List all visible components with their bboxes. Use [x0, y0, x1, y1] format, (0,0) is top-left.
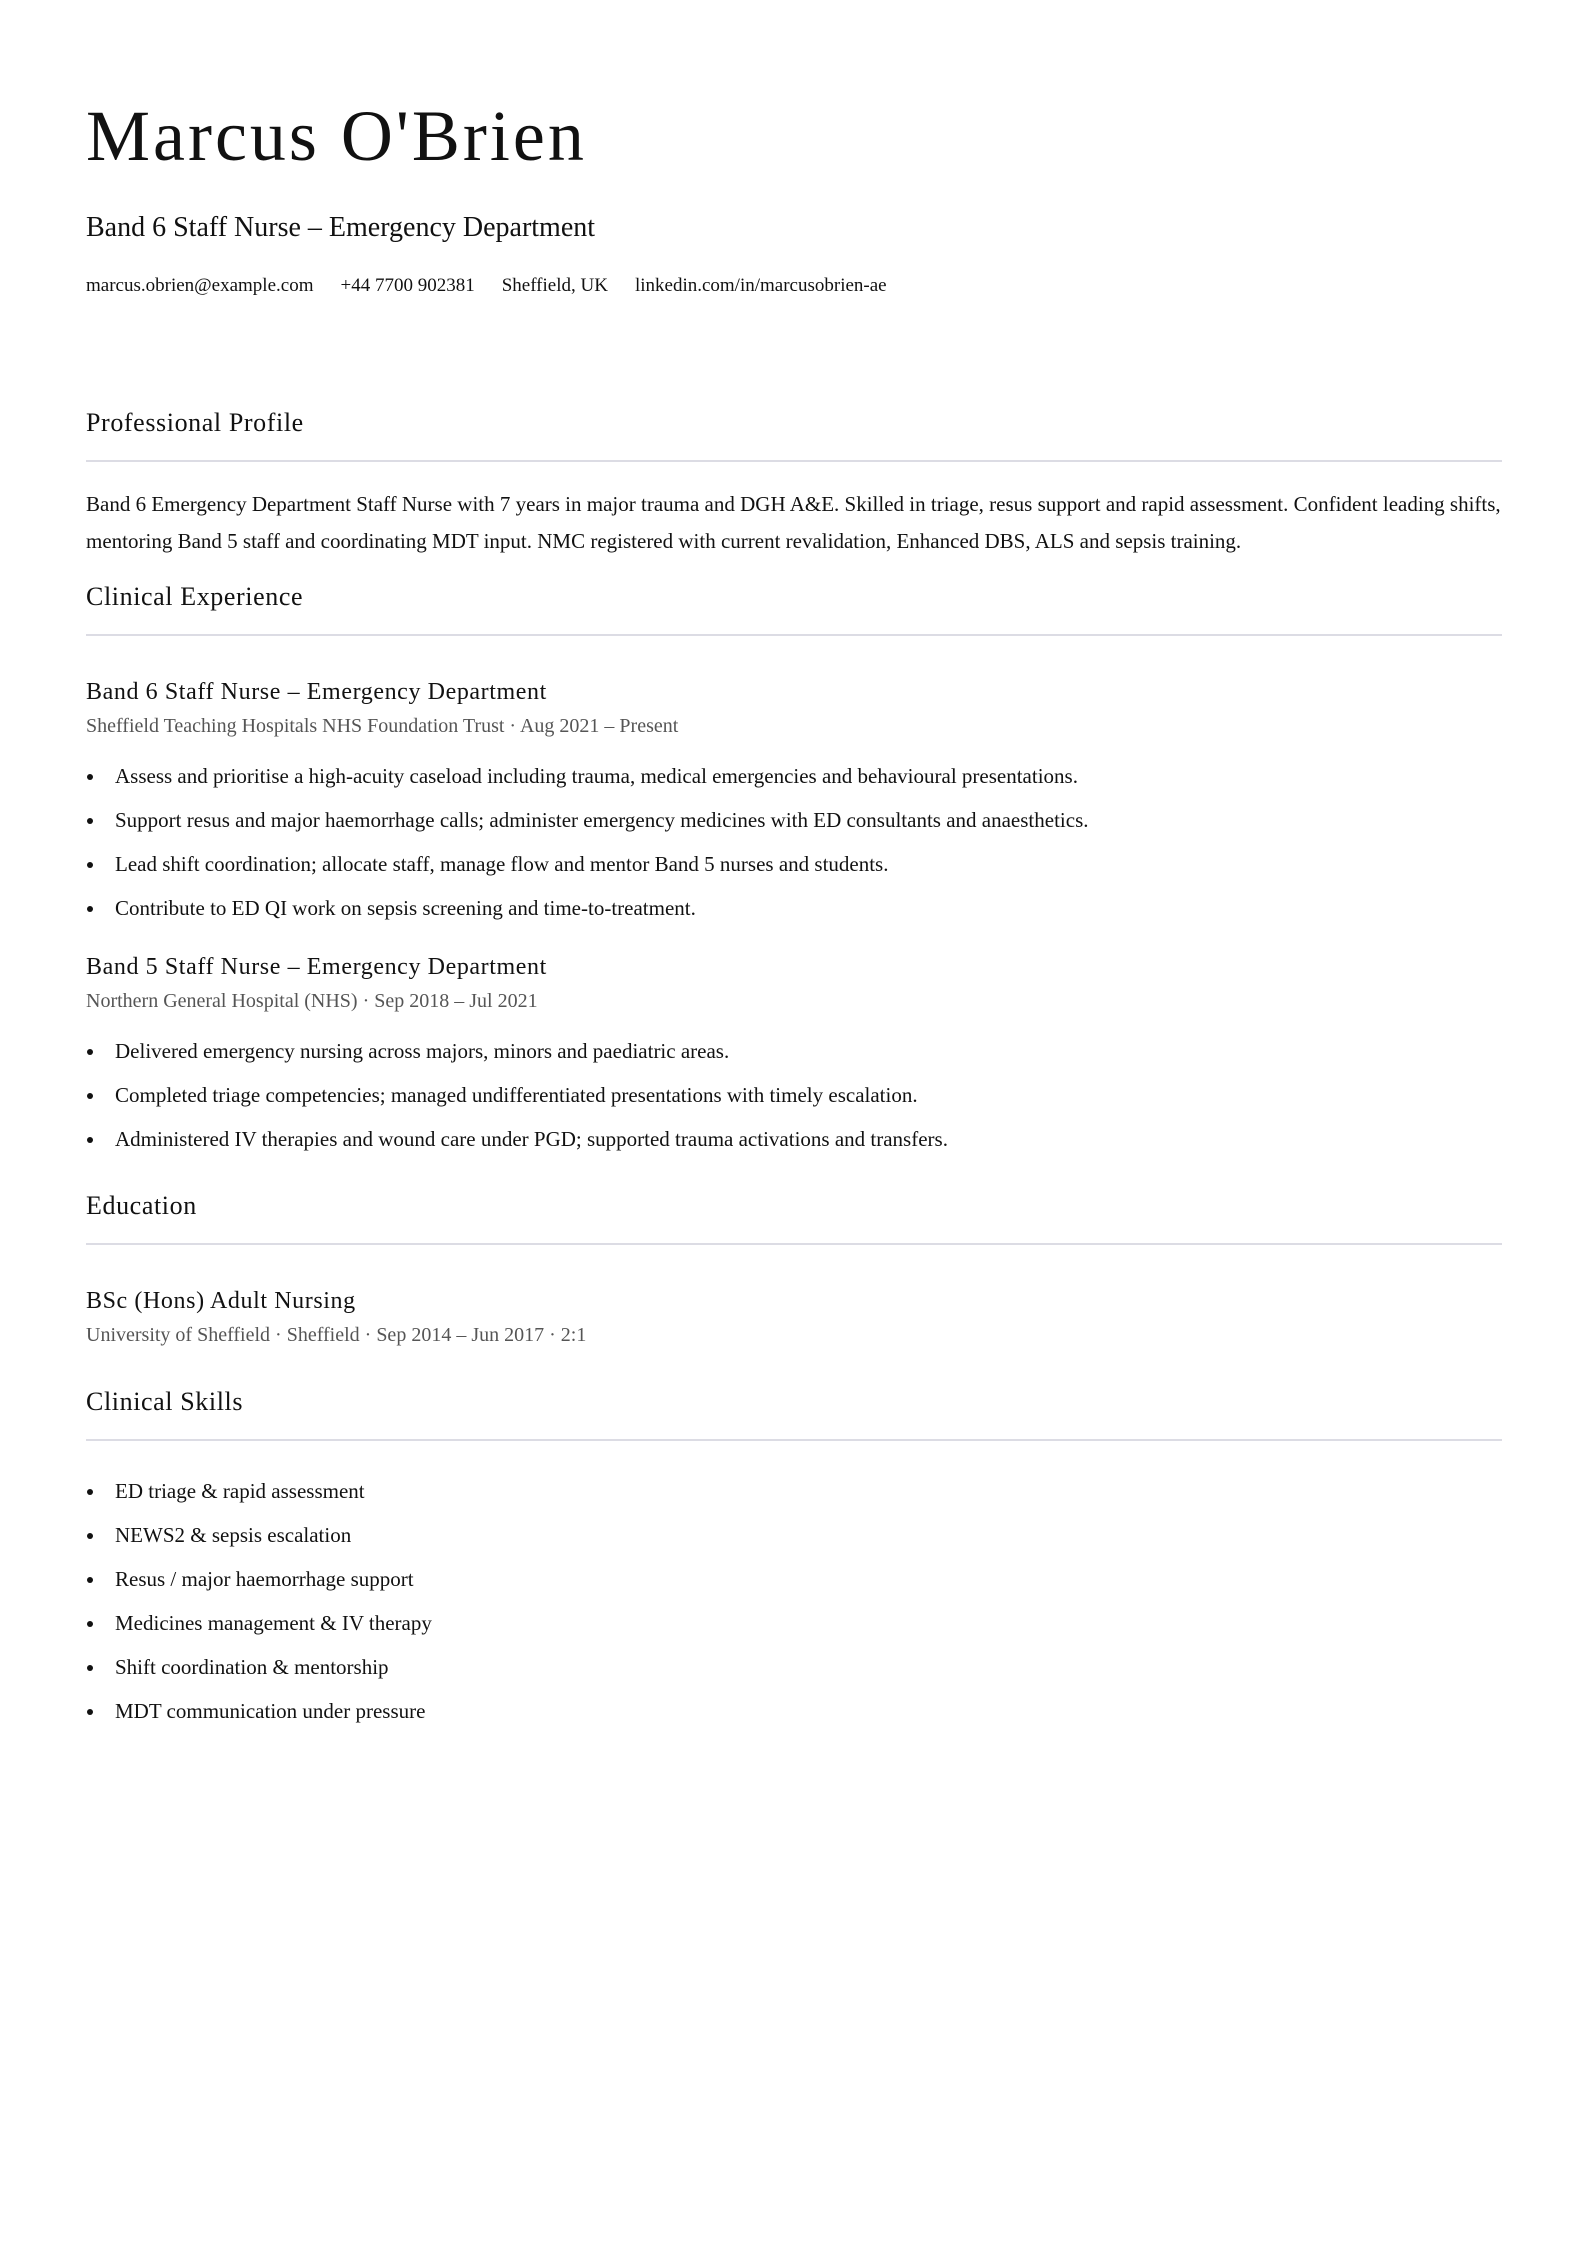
education-meta: University of Sheffield · Sheffield · Sep 2014 – Jun 2017 · 2:1	[86, 1324, 587, 1346]
candidate-name: Marcus O'Brien	[86, 96, 587, 176]
skills-list	[86, 1481, 1502, 1722]
skill-item: MDT communication under pressure	[86, 1701, 1502, 1722]
skill-item: Shift coordination & mentorship	[86, 1657, 1502, 1678]
experience-section-title: Clinical Experience	[86, 582, 304, 611]
experience-section	[86, 584, 1502, 1150]
skill-item: Resus / major haemorrhage support	[86, 1569, 1502, 1590]
job-title: Band 5 Staff Nurse – Emergency Department	[86, 954, 547, 980]
skills-section	[86, 1389, 1502, 1722]
contact-location: Sheffield, UK	[501, 275, 608, 296]
profile-section-title: Professional Profile	[86, 408, 304, 437]
skills-section-title: Clinical Skills	[86, 1387, 244, 1416]
skill-item: ED triage & rapid assessment	[86, 1481, 1502, 1502]
section-divider	[86, 1243, 1502, 1245]
job-bullet: Contribute to ED QI work on sepsis screening and time-to-treatment.	[86, 898, 1502, 919]
job-meta: Northern General Hospital (NHS) · Sep 2018 – Jul 2021	[86, 990, 538, 1012]
contact-email[interactable]: marcus.obrien@example.com	[86, 275, 314, 296]
contact-phone[interactable]: +44 7700 902381	[340, 275, 475, 296]
education-section-title: Education	[86, 1191, 197, 1220]
profile-section	[86, 410, 1502, 560]
job-bullets	[86, 1041, 1502, 1150]
skill-item: Medicines management & IV therapy	[86, 1613, 1502, 1634]
job-entry	[86, 955, 1502, 1150]
job-meta: Sheffield Teaching Hospitals NHS Foundation Trust · Aug 2021 – Present	[86, 715, 679, 737]
section-divider	[86, 634, 1502, 636]
job-title: Band 6 Staff Nurse – Emergency Department	[86, 679, 547, 705]
job-bullet: Assess and prioritise a high-acuity caseload including trauma, medical emergencies and behavioural presentations.	[86, 766, 1502, 787]
contact-line	[86, 276, 1502, 295]
education-entry	[86, 1289, 1502, 1345]
job-bullet: Completed triage competencies; managed undifferentiated presentations with timely escalation.	[86, 1085, 1502, 1106]
section-divider	[86, 460, 1502, 462]
section-divider	[86, 1439, 1502, 1441]
education-section	[86, 1193, 1502, 1345]
job-entry	[86, 680, 1502, 919]
job-bullet: Delivered emergency nursing across majors, minors and paediatric areas.	[86, 1041, 1502, 1062]
contact-linkedin[interactable]: linkedin.com/in/marcusobrien-ae	[634, 275, 887, 296]
job-bullet: Lead shift coordination; allocate staff, manage flow and mentor Band 5 nurses and students.	[86, 854, 1502, 875]
skill-item: NEWS2 & sepsis escalation	[86, 1525, 1502, 1546]
job-bullet: Administered IV therapies and wound care under PGD; supported trauma activations and transfers.	[86, 1129, 1502, 1150]
education-degree: BSc (Hons) Adult Nursing	[86, 1288, 356, 1314]
candidate-headline: Band 6 Staff Nurse – Emergency Department	[86, 212, 596, 243]
profile-summary: Band 6 Emergency Department Staff Nurse with 7 years in major trauma and DGH A&E. Skilled in triage, resus support and rapid assessment. Confident leading shifts, mentoring Band 5 staff and coordinating MDT input. NMC registered with current revalidation, Enhanced DBS, ALS and sepsis training.	[86, 492, 1501, 553]
job-bullet: Support resus and major haemorrhage calls; administer emergency medicines with ED consultants and anaesthetics.	[86, 810, 1502, 831]
job-bullets	[86, 766, 1502, 919]
